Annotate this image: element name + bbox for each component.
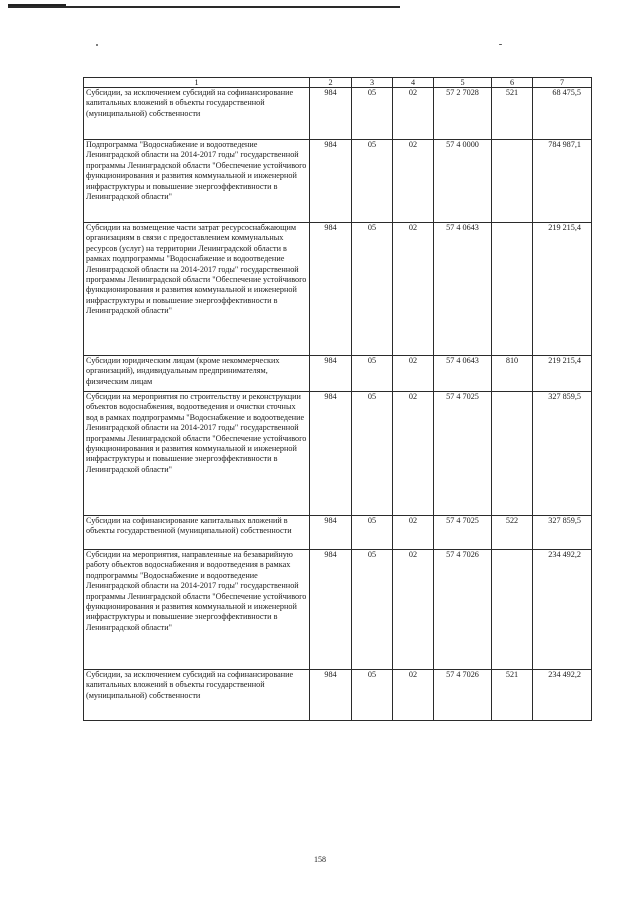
row-ministry-code: 984 [310,356,352,392]
row-amount: 234 492,2 [533,670,592,721]
row-subsection-code: 02 [393,516,434,550]
row-name: Субсидии на софинансирование капитальных вложений в объекты государственной (муниципальной) собственности [84,516,310,550]
scan-speck [499,44,502,45]
table-row [84,516,592,550]
col-header-6: 6 [492,78,533,88]
row-ministry-code: 984 [310,550,352,670]
row-expense-type: 522 [492,516,533,550]
table-row [84,392,592,516]
col-header-7: 7 [533,78,592,88]
row-ministry-code: 984 [310,516,352,550]
row-target-article: 57 4 7026 [434,670,492,721]
table-row [84,223,592,356]
row-name: Субсидии, за исключением субсидий на софинансирование капитальных вложений в объекты государственной (муниципальной) собственности [84,670,310,721]
row-subsection-code: 02 [393,356,434,392]
row-target-article: 57 4 0643 [434,356,492,392]
col-header-1: 1 [84,78,310,88]
row-amount: 327 859,5 [533,392,592,516]
table-row [84,88,592,140]
col-header-5: 5 [434,78,492,88]
row-amount: 784 987,1 [533,140,592,223]
row-ministry-code: 984 [310,670,352,721]
col-header-2: 2 [310,78,352,88]
row-subsection-code: 02 [393,670,434,721]
table-row [84,550,592,670]
row-amount: 234 492,2 [533,550,592,670]
budget-table [83,77,592,721]
row-target-article: 57 4 7026 [434,550,492,670]
row-section-code: 05 [352,223,393,356]
row-section-code: 05 [352,550,393,670]
row-ministry-code: 984 [310,392,352,516]
table-row [84,140,592,223]
row-subsection-code: 02 [393,140,434,223]
row-name: Субсидии на возмещение части затрат ресурсоснабжающим организациям в связи с предоставлением коммунальных ресурсов (услуг) на территории Ленинградской области в рамках подпрограммы "Водоснабжение и водоотведение Ленинградской области на 2014-2017 годы" государственной программы Ленинградской области "Обеспечение устойчивого функционирования и развития коммунальной и инженерной инфраструктуры и повышение энергоэффективности в Ленинградской области" [84,223,310,356]
row-expense-type [492,140,533,223]
row-ministry-code: 984 [310,88,352,140]
row-expense-type [492,550,533,670]
row-subsection-code: 02 [393,550,434,670]
row-ministry-code: 984 [310,140,352,223]
row-section-code: 05 [352,670,393,721]
row-section-code: 05 [352,516,393,550]
page-number: 158 [314,855,326,864]
row-section-code: 05 [352,140,393,223]
row-name: Подпрограмма "Водоснабжение и водоотведение Ленинградской области на 2014-2017 годы" государственной программы Ленинградской области "Обеспечение устойчивого функционирования и развития коммунальной и инженерной инфраструктуры и повышение энергоэффективности в Ленинградской области" [84,140,310,223]
row-target-article: 57 4 0643 [434,223,492,356]
row-target-article: 57 4 0000 [434,140,492,223]
row-target-article: 57 4 7025 [434,392,492,516]
row-amount: 68 475,5 [533,88,592,140]
row-subsection-code: 02 [393,88,434,140]
row-expense-type: 521 [492,670,533,721]
row-section-code: 05 [352,392,393,516]
row-amount: 219 215,4 [533,223,592,356]
table-row [84,670,592,721]
scan-top-rule [8,6,400,8]
col-header-4: 4 [393,78,434,88]
row-name: Субсидии на мероприятия по строительству и реконструкции объектов водоснабжения, водоотведения и очистки сточных вод в рамках подпрограммы "Водоснабжение и водоотведение Ленинградской области на 2014-2017 годы" государственной программы Ленинградской области "Обеспечение устойчивого функционирования и развития коммунальной и инженерной инфраструктуры и повышение энергоэффективности в Ленинградской области" [84,392,310,516]
row-expense-type [492,223,533,356]
row-subsection-code: 02 [393,392,434,516]
row-amount: 219 215,4 [533,356,592,392]
scan-speck [96,44,98,46]
row-expense-type [492,392,533,516]
header-row [84,78,592,88]
row-target-article: 57 4 7025 [434,516,492,550]
table-row [84,356,592,392]
row-section-code: 05 [352,88,393,140]
row-name: Субсидии на мероприятия, направленные на безаварийную работу объектов водоснабжения и водоотведения в рамках подпрограммы "Водоснабжение и водоотведение Ленинградской области на 2014-2017 годы" государственной программы Ленинградской области "Обеспечение устойчивого функционирования и развития коммунальной и инженерной инфраструктуры и повышение энергоэффективности в Ленинградской области" [84,550,310,670]
row-subsection-code: 02 [393,223,434,356]
col-header-3: 3 [352,78,393,88]
row-ministry-code: 984 [310,223,352,356]
row-amount: 327 859,5 [533,516,592,550]
row-section-code: 05 [352,356,393,392]
row-name: Субсидии, за исключением субсидий на софинансирование капитальных вложений в объекты государственной (муниципальной) собственности [84,88,310,140]
row-target-article: 57 2 7028 [434,88,492,140]
row-expense-type: 521 [492,88,533,140]
row-name: Субсидии юридическим лицам (кроме некоммерческих организаций), индивидуальным предпринимателям, физическим лицам [84,356,310,392]
row-expense-type: 810 [492,356,533,392]
